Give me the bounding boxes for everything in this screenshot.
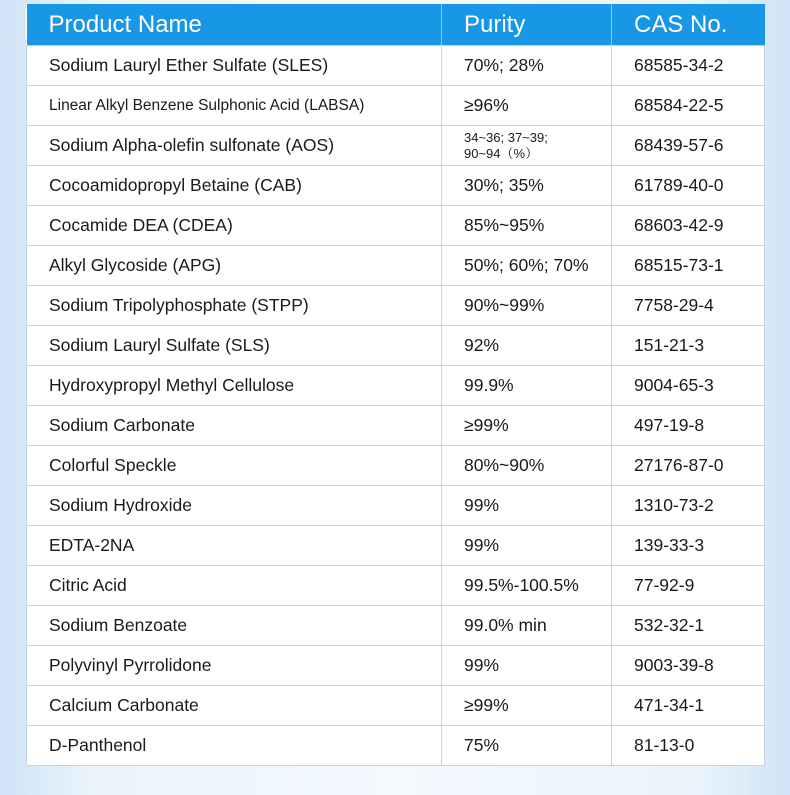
purity-cell: 99.5%-100.5% <box>442 566 612 606</box>
product-name-cell: Colorful Speckle <box>27 446 442 486</box>
product-name-cell: Cocoamidopropyl Betaine (CAB) <box>27 166 442 206</box>
table-row <box>27 286 765 326</box>
purity-cell: 30%; 35% <box>442 166 612 206</box>
cas-cell: 471-34-1 <box>612 686 765 726</box>
product-name-cell: Hydroxypropyl Methyl Cellulose <box>27 366 442 406</box>
table-row <box>27 566 765 606</box>
table-row <box>27 46 765 86</box>
table-row <box>27 366 765 406</box>
product-name-cell: Sodium Carbonate <box>27 406 442 446</box>
product-name-cell: D-Panthenol <box>27 726 442 766</box>
cas-cell: 68439-57-6 <box>612 126 765 166</box>
product-name-cell: Polyvinyl Pyrrolidone <box>27 646 442 686</box>
table-row <box>27 246 765 286</box>
table-row <box>27 406 765 446</box>
purity-cell <box>442 126 612 166</box>
purity-line-1: 34~36; 37~39; <box>464 129 548 145</box>
product-name-cell: Sodium Hydroxide <box>27 486 442 526</box>
cas-cell: 77-92-9 <box>612 566 765 606</box>
product-name-cell: Sodium Tripolyphosphate (STPP) <box>27 286 442 326</box>
product-name-cell: Linear Alkyl Benzene Sulphonic Acid (LABSA) <box>27 86 442 126</box>
cas-cell: 61789-40-0 <box>612 166 765 206</box>
table-row <box>27 606 765 646</box>
table-body <box>27 46 765 766</box>
purity-cell: 92% <box>442 326 612 366</box>
product-name-cell: Sodium Lauryl Ether Sulfate (SLES) <box>27 46 442 86</box>
header-product-name: Product Name <box>27 5 442 46</box>
purity-cell: ≥99% <box>442 686 612 726</box>
cas-cell: 68585-34-2 <box>612 46 765 86</box>
table-row <box>27 326 765 366</box>
table-row <box>27 206 765 246</box>
table-row <box>27 646 765 686</box>
product-name-cell: EDTA-2NA <box>27 526 442 566</box>
product-name-cell: Sodium Lauryl Sulfate (SLS) <box>27 326 442 366</box>
product-table-container <box>26 4 764 766</box>
cas-cell: 532-32-1 <box>612 606 765 646</box>
cas-cell: 9003-39-8 <box>612 646 765 686</box>
purity-cell: 90%~99% <box>442 286 612 326</box>
cas-cell: 151-21-3 <box>612 326 765 366</box>
cas-cell: 68603-42-9 <box>612 206 765 246</box>
purity-cell: 99% <box>442 646 612 686</box>
cas-cell: 497-19-8 <box>612 406 765 446</box>
table-row <box>27 446 765 486</box>
purity-cell: 99.9% <box>442 366 612 406</box>
table-header <box>27 5 765 46</box>
product-name-cell: Sodium Alpha-olefin sulfonate (AOS) <box>27 126 442 166</box>
table-row <box>27 126 765 166</box>
purity-cell: 99.0% min <box>442 606 612 646</box>
purity-line-2: 90~94（%） <box>464 145 539 161</box>
table-row <box>27 526 765 566</box>
table-row <box>27 686 765 726</box>
cas-cell: 139-33-3 <box>612 526 765 566</box>
purity-cell: 85%~95% <box>442 206 612 246</box>
purity-cell: 99% <box>442 526 612 566</box>
cas-cell: 27176-87-0 <box>612 446 765 486</box>
product-name-cell: Alkyl Glycoside (APG) <box>27 246 442 286</box>
purity-cell: 75% <box>442 726 612 766</box>
table-row <box>27 486 765 526</box>
cas-cell: 9004-65-3 <box>612 366 765 406</box>
product-name-cell: Sodium Benzoate <box>27 606 442 646</box>
cas-cell: 7758-29-4 <box>612 286 765 326</box>
header-purity: Purity <box>442 5 612 46</box>
product-name-cell: Calcium Carbonate <box>27 686 442 726</box>
cas-cell: 81-13-0 <box>612 726 765 766</box>
header-row <box>27 5 765 46</box>
purity-cell: 80%~90% <box>442 446 612 486</box>
product-name-cell: Citric Acid <box>27 566 442 606</box>
header-cas-no: CAS No. <box>612 5 765 46</box>
purity-cell: 50%; 60%; 70% <box>442 246 612 286</box>
cas-cell: 1310-73-2 <box>612 486 765 526</box>
purity-cell: 70%; 28% <box>442 46 612 86</box>
cas-cell: 68584-22-5 <box>612 86 765 126</box>
product-name-cell: Cocamide DEA (CDEA) <box>27 206 442 246</box>
purity-cell: ≥99% <box>442 406 612 446</box>
product-table <box>26 4 765 766</box>
table-row <box>27 166 765 206</box>
table-row <box>27 86 765 126</box>
table-row <box>27 726 765 766</box>
purity-cell: 99% <box>442 486 612 526</box>
purity-cell: ≥96% <box>442 86 612 126</box>
cas-cell: 68515-73-1 <box>612 246 765 286</box>
